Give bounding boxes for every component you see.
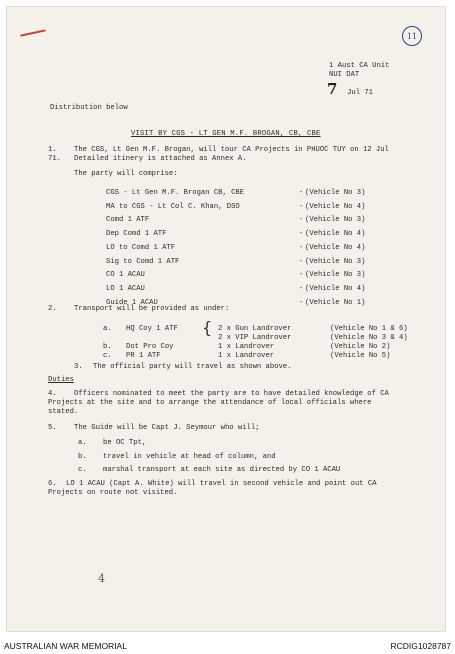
- party-vehicle: (Vehicle No 1): [305, 298, 366, 307]
- para1-line2-prefix: 71.: [48, 155, 61, 163]
- transport-item: 2 x VIP Landrover: [218, 334, 292, 342]
- red-pen-mark: [20, 29, 46, 36]
- party-member-name: LO 1 ACAU: [106, 284, 145, 293]
- para4-line1: Officers nominated to meet the party are to have detailed knowledge of CA: [74, 390, 389, 398]
- para4-line3: stated.: [48, 408, 79, 416]
- transport-unit: Dot Pro Coy: [126, 343, 174, 351]
- para4-number: 4.: [48, 390, 57, 398]
- para4-line2: Projects at the site and to arrange the attendance of local officials where: [48, 399, 372, 407]
- transport-brace: {: [202, 318, 213, 337]
- pencil-mark: 4: [98, 572, 105, 585]
- party-vehicle: (Vehicle No 3): [305, 189, 366, 197]
- guide-item-letter: b.: [78, 452, 87, 461]
- party-member-name: Guide 1 ACAU: [106, 298, 158, 307]
- folio-text: 11: [406, 31, 418, 41]
- party-dash: -: [299, 271, 304, 280]
- transport-letter: b.: [103, 343, 112, 351]
- date-rest: Jul 71: [347, 89, 373, 97]
- party-dash: -: [299, 243, 304, 252]
- date-day-handwritten: 7: [327, 80, 338, 98]
- party-dash: -: [299, 230, 304, 239]
- header-date: [327, 79, 373, 98]
- para3-text: The official party will travel as shown above.: [93, 363, 292, 371]
- transport-unit: PR 1 ATF: [126, 352, 161, 360]
- transport-item: 1 x Landrover: [218, 343, 275, 351]
- transport-item: 2 x Gun Landrover: [218, 325, 292, 333]
- party-vehicle: (Vehicle No 3): [305, 271, 366, 280]
- party-member-name: CGS - Lt Gen M.F. Brogan CB, CBE: [106, 189, 245, 197]
- party-vehicle: (Vehicle No 4): [305, 230, 366, 239]
- para5-number: 5.: [48, 424, 57, 432]
- guide-item-text: be OC Tpt,: [103, 439, 147, 447]
- party-vehicle: (Vehicle No 3): [305, 216, 366, 225]
- transport-letter: a.: [103, 325, 112, 333]
- party-dash: -: [299, 202, 304, 211]
- footer-record-id: RCDIG1028787: [390, 641, 451, 651]
- footer-institution: AUSTRALIAN WAR MEMORIAL: [4, 641, 127, 651]
- party-intro: The party will comprise:: [74, 170, 178, 178]
- guide-item-text: travel in vehicle at head of column, and: [103, 452, 276, 461]
- para5-text: The Guide will be Capt J. Seymour who will;: [74, 424, 260, 432]
- guide-item-letter: c.: [78, 466, 87, 474]
- guide-item-text: marshal transport at each site as directed by CO 1 ACAU: [103, 466, 341, 474]
- para2-number: 2.: [48, 305, 57, 313]
- transport-vehicle: (Vehicle No 2): [330, 343, 391, 351]
- folio-number: [402, 26, 422, 46]
- para6-number: 6.: [48, 480, 57, 488]
- party-dash: -: [299, 298, 304, 307]
- distribution-line: Distribution below: [50, 104, 128, 112]
- para6-line1: LO 1 ACAU (Capt A. White) will travel in second vehicle and point out CA: [66, 480, 377, 488]
- party-vehicle: (Vehicle No 4): [305, 202, 366, 211]
- party-member-name: CO 1 ACAU: [106, 271, 145, 280]
- para1-line1: The CGS, Lt Gen M.F. Brogan, will tour CA Projects in PHUOC TUY on 12 Jul: [74, 146, 389, 154]
- archive-footer: [0, 638, 455, 654]
- transport-vehicle: (Vehicle No 1 & 6): [330, 325, 408, 333]
- party-vehicle: (Vehicle No 4): [305, 284, 366, 293]
- party-member-name: Sig to Comd 1 ATF: [106, 257, 180, 266]
- transport-vehicle: (Vehicle No 5): [330, 352, 391, 360]
- party-dash: -: [299, 257, 304, 266]
- party-dash: -: [299, 284, 304, 293]
- header-location: NUI DAT: [329, 71, 360, 79]
- header-unit: 1 Aust CA Unit: [329, 62, 390, 70]
- party-member-name: Dep Comd 1 ATF: [106, 230, 167, 239]
- party-member-name: Comd 1 ATF: [106, 216, 150, 225]
- para1-line2: Detailed itinery is attached as Annex A.: [74, 155, 247, 163]
- para3-number: 3.: [74, 363, 83, 371]
- document-page: [6, 6, 446, 632]
- transport-letter: c.: [103, 352, 112, 360]
- duties-heading: Duties: [48, 376, 74, 384]
- guide-item-letter: a.: [78, 439, 87, 447]
- party-vehicle: (Vehicle No 4): [305, 243, 366, 252]
- document-title: VISIT BY CGS - LT GEN M.F. BROGAN, CB, CBE: [131, 130, 321, 138]
- para1-number: 1.: [48, 146, 57, 154]
- party-vehicle: (Vehicle No 3): [305, 257, 366, 266]
- transport-item: 1 x Landrover: [218, 352, 275, 360]
- transport-unit: HQ Coy 1 ATF: [126, 325, 178, 333]
- party-member-name: LO to Comd 1 ATF: [106, 243, 176, 252]
- para2-text: Transport will be provided as under:: [74, 305, 230, 313]
- party-dash: -: [299, 189, 304, 197]
- party-member-name: MA to CGS - Lt Col C. Khan, DSO: [106, 202, 240, 211]
- transport-vehicle: (Vehicle No 3 & 4): [330, 334, 408, 342]
- party-dash: -: [299, 216, 304, 225]
- para6-line2: Projects on route not visited.: [48, 489, 178, 497]
